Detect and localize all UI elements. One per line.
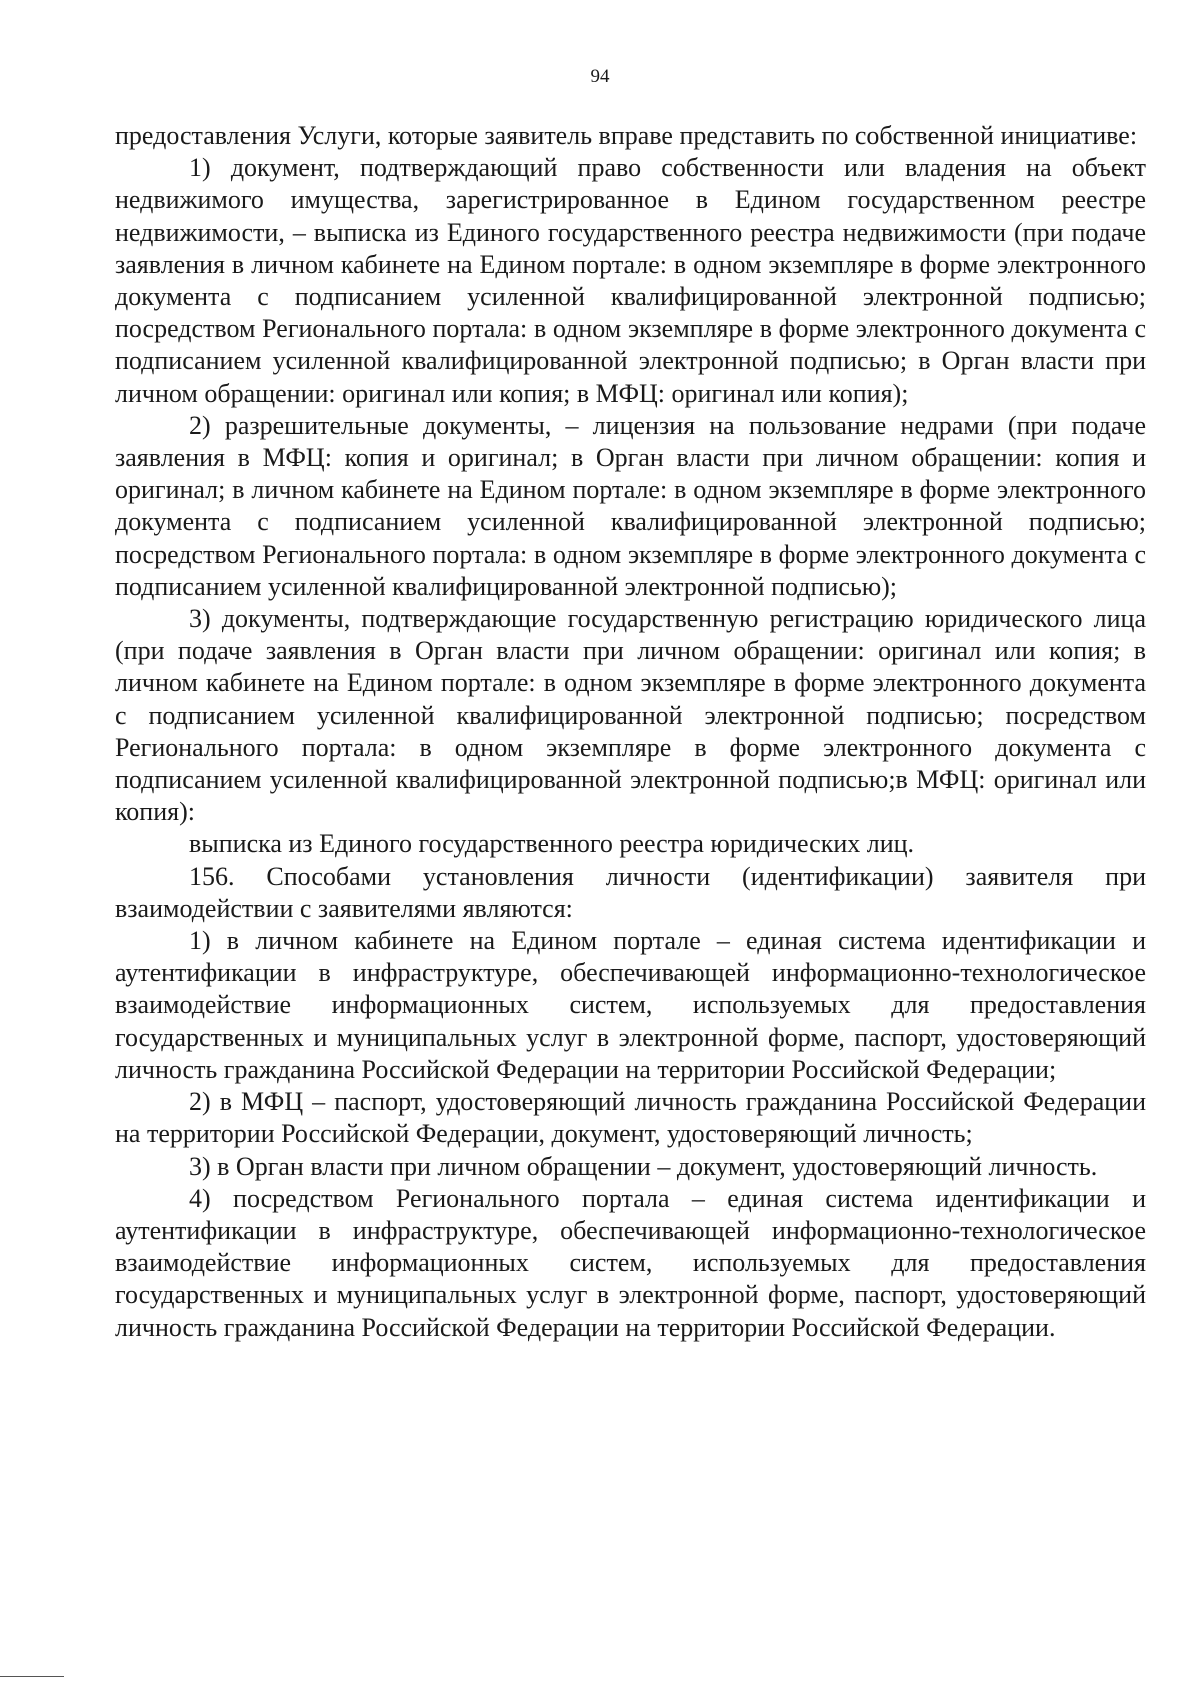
footer-rule bbox=[0, 1676, 64, 1677]
paragraph-identification-1-unified-portal: 1) в личном кабинете на Едином портале – единая система идентификации и аутентификации в инфраструктуре, обеспечивающей информационно-технологическое взаимодействие информационных систем, используемых для предоставления государственных и муниципальных услуг в электронной форме, паспорт, удостоверяющий личность гражданина Российской Федерации на территории Российской Федерации; bbox=[115, 926, 1146, 1084]
paragraph-identification-2-mfc: 2) в МФЦ – паспорт, удостоверяющий личность гражданина Российской Федерации на территории Российской Федерации, документ, удостоверяющий личность; bbox=[115, 1087, 1146, 1149]
paragraph-item-1-ownership-document: 1) документ, подтверждающий право собственности или владения на объект недвижимого имущества, зарегистрированное в Едином государственном реестре недвижимости, – выписка из Единого государственного реестра недвижимости (при подаче заявления в личном кабинете на Едином портале: в одном экземпляре в форме электронного документа с подписанием усиленной квалифицированной электронной подписью; посредством Регионального портала: в одном экземпляре в форме электронного документа с подписанием усиленной квалифицированной электронной подписью; в Орган власти при личном обращении: оригинал или копия; в МФЦ: оригинал или копия); bbox=[115, 153, 1146, 408]
paragraph-registry-extract: выписка из Единого государственного реестра юридических лиц. bbox=[189, 829, 915, 859]
paragraph-clause-156: 156. Способами установления личности (идентификации) заявителя при взаимодействии с заявителями являются: bbox=[115, 861, 1146, 923]
document-body bbox=[115, 120, 1146, 1344]
paragraph-identification-4-regional-portal: 4) посредством Регионального портала – единая система идентификации и аутентификации в инфраструктуре, обеспечивающей информационно-технологическое взаимодействие информационных систем, используемых для предоставления государственных и муниципальных услуг в электронной форме, паспорт, удостоверяющий личность гражданина Российской Федерации на территории Российской Федерации. bbox=[115, 1183, 1146, 1342]
paragraph-continuation: предоставления Услуги, которые заявитель вправе представить по собственной инициативе: bbox=[115, 121, 1138, 150]
paragraph-item-2-permits: 2) разрешительные документы, – лицензия на пользование недрами (при подаче заявления в МФЦ: копия и оригинал; в Орган власти при личном обращении: копия и оригинал; в личном кабинете на Едином портале: в одном экземпляре в форме электронного документа с подписанием усиленной квалифицированной электронной подписью; посредством Регионального портала: в одном экземпляре в форме электронного документа с подписанием усиленной квалифицированной электронной подписью); bbox=[115, 410, 1146, 601]
paragraph-item-3-registration-documents: 3) документы, подтверждающие государственную регистрацию юридического лица (при подаче заявления в Орган власти при личном обращении: оригинал или копия; в личном кабинете на Едином портале: в одном экземпляре в форме электронного документа с подписанием усиленной квалифицированной электронной подписью; посредством Регионального портала: в одном экземпляре в форме электронного документа с подписанием усиленной квалифицированной электронной подписью;в МФЦ: оригинал или копия): bbox=[115, 604, 1146, 827]
paragraph-identification-3-authority: 3) в Орган власти при личном обращении – документ, удостоверяющий личность. bbox=[189, 1151, 1098, 1181]
page-number: 94 bbox=[590, 66, 610, 87]
